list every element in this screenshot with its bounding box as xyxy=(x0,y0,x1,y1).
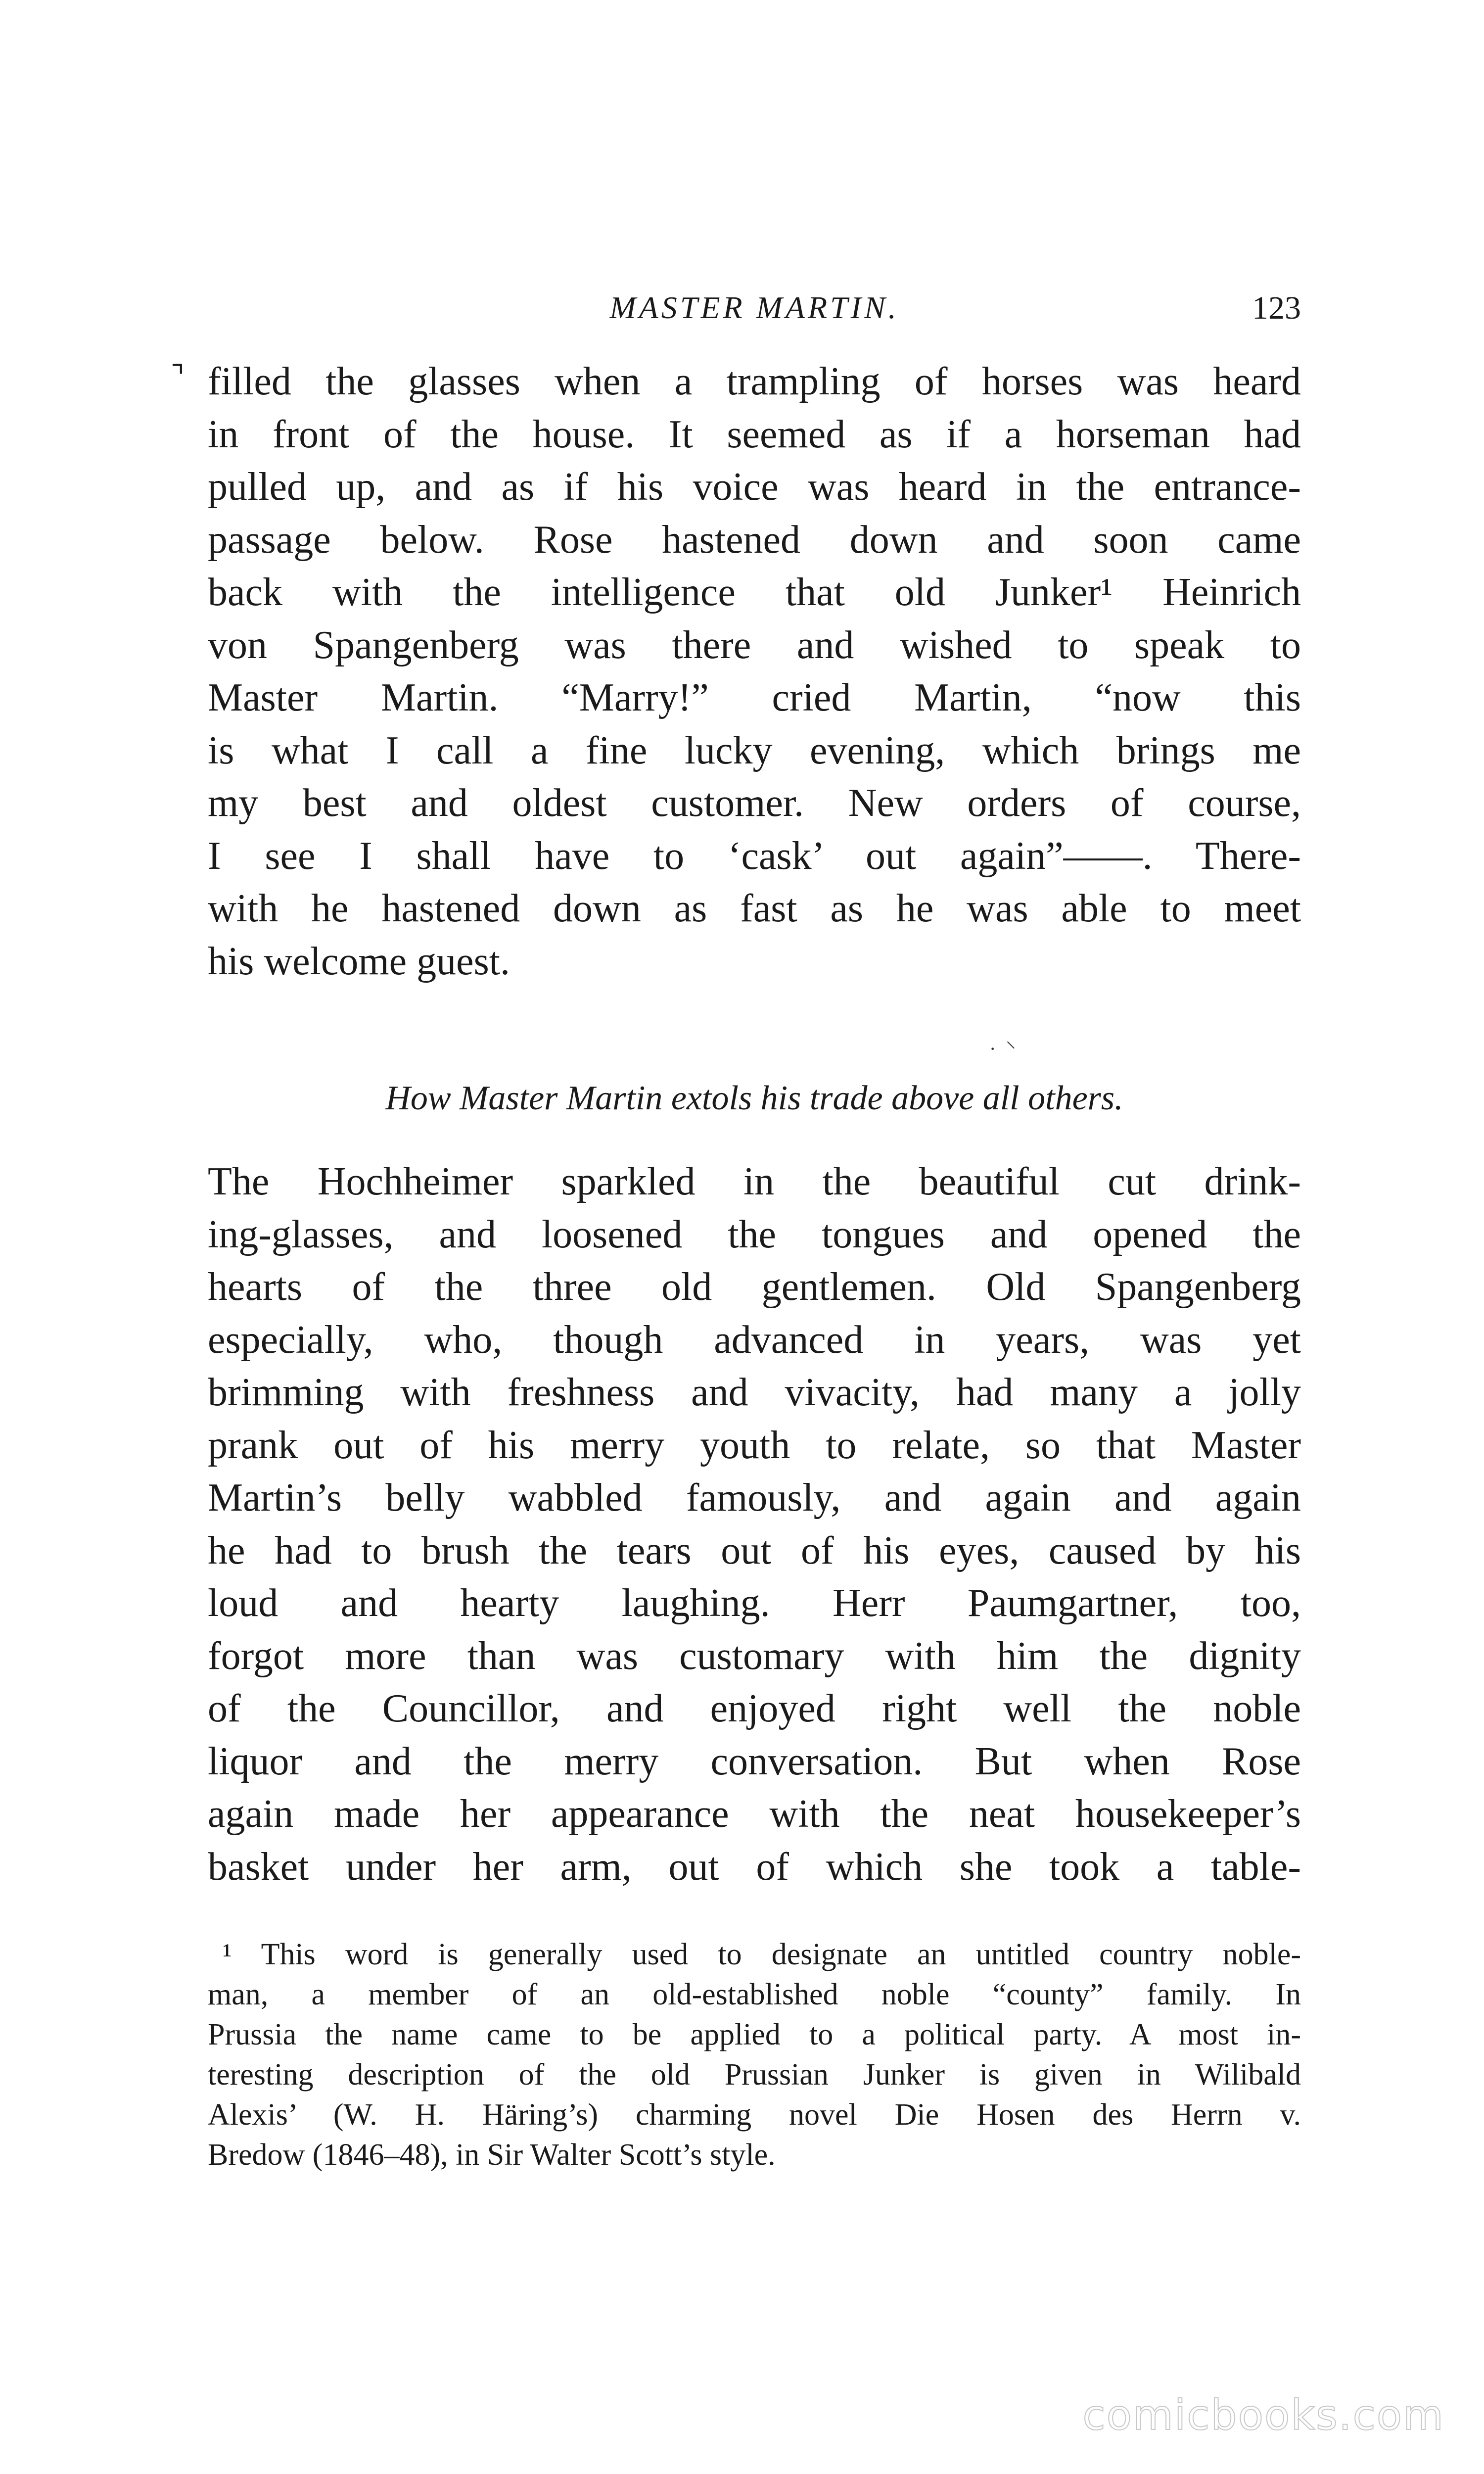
text-line: especially, who, though advanced in years, was yet xyxy=(208,1318,1301,1362)
paragraph-1 xyxy=(171,355,1301,988)
paragraph-mark: ⌝ xyxy=(171,360,185,393)
text-line: is what I call a fine lucky evening, which brings me xyxy=(208,728,1301,772)
text-line: Master Martin. “Marry!” cried Martin, “now this xyxy=(208,676,1301,719)
printers-mark: · ⸌ xyxy=(989,1038,1016,1060)
text-line: basket under her arm, out of which she took a table- xyxy=(208,1845,1301,1889)
running-title: MASTER MARTIN. xyxy=(609,290,899,325)
paragraph-2 xyxy=(208,1155,1301,1893)
text-line: passage below. Rose hastened down and soon came xyxy=(208,518,1301,562)
footnote-line: Alexis’ (W. H. Häring’s) charming novel Die Hosen des Herrn v. xyxy=(208,2098,1301,2132)
text-line: my best and oldest customer. New orders of course, xyxy=(208,781,1301,825)
text-line: brimming with freshness and vivacity, had many a jolly xyxy=(208,1371,1301,1414)
text-line: back with the intelligence that old Junker¹ Heinrich xyxy=(208,571,1301,614)
text-line: forgot more than was customary with him the dignity xyxy=(208,1634,1301,1678)
text-line: von Spangenberg was there and wished to speak to xyxy=(208,623,1301,667)
footnote-line: teresting description of the old Prussian Junker is given in Wilibald xyxy=(208,2058,1301,2092)
text-line: pulled up, and as if his voice was heard in the entrance- xyxy=(208,465,1301,509)
text-line: liquor and the merry conversation. But when Rose xyxy=(208,1739,1301,1783)
text-line: in front of the house. It seemed as if a horseman had xyxy=(208,412,1301,456)
text-line: prank out of his merry youth to relate, so that Master xyxy=(208,1423,1301,1467)
footnote-line: ¹ This word is generally used to designate an untitled country noble- xyxy=(223,1938,1301,1971)
text-line: again made her appearance with the neat housekeeper’s xyxy=(208,1792,1301,1836)
text-line: filled the glasses when a trampling of horses was heard xyxy=(208,360,1301,403)
section-heading: How Master Martin extols his trade above all others. xyxy=(385,1079,1123,1117)
text-line: I see I shall have to ‘cask’ out again”——. There- xyxy=(208,834,1301,878)
text-line: with he hastened down as fast as he was able to meet xyxy=(208,887,1301,930)
text-line: Martin’s belly wabbled famously, and again and again xyxy=(208,1476,1301,1520)
text-line: ing-glasses, and loosened the tongues and opened the xyxy=(208,1212,1301,1256)
footnote-line: Prussia the name came to be applied to a political party. A most in- xyxy=(208,2018,1301,2051)
text-line: his welcome guest. xyxy=(208,939,510,983)
footnotes xyxy=(208,1935,1301,2175)
text-line: The Hochheimer sparkled in the beautiful cut drink- xyxy=(208,1160,1301,1203)
footnote-line: Bredow (1846–48), in Sir Walter Scott’s style. xyxy=(208,2138,776,2172)
page-number: 123 xyxy=(1252,290,1301,326)
text-line: he had to brush the tears out of his eyes, caused by his xyxy=(208,1528,1301,1572)
running-head xyxy=(208,289,1301,339)
footnote-line: man, a member of an old-established noble “county” family. In xyxy=(208,1978,1301,2011)
text-line: hearts of the three old gentlemen. Old Spangenberg xyxy=(208,1265,1301,1309)
text-line: loud and hearty laughing. Herr Paumgartner, too, xyxy=(208,1581,1301,1625)
text-line: of the Councillor, and enjoyed right well the noble xyxy=(208,1687,1301,1730)
watermark: comicbooks.com xyxy=(1082,2391,1444,2439)
